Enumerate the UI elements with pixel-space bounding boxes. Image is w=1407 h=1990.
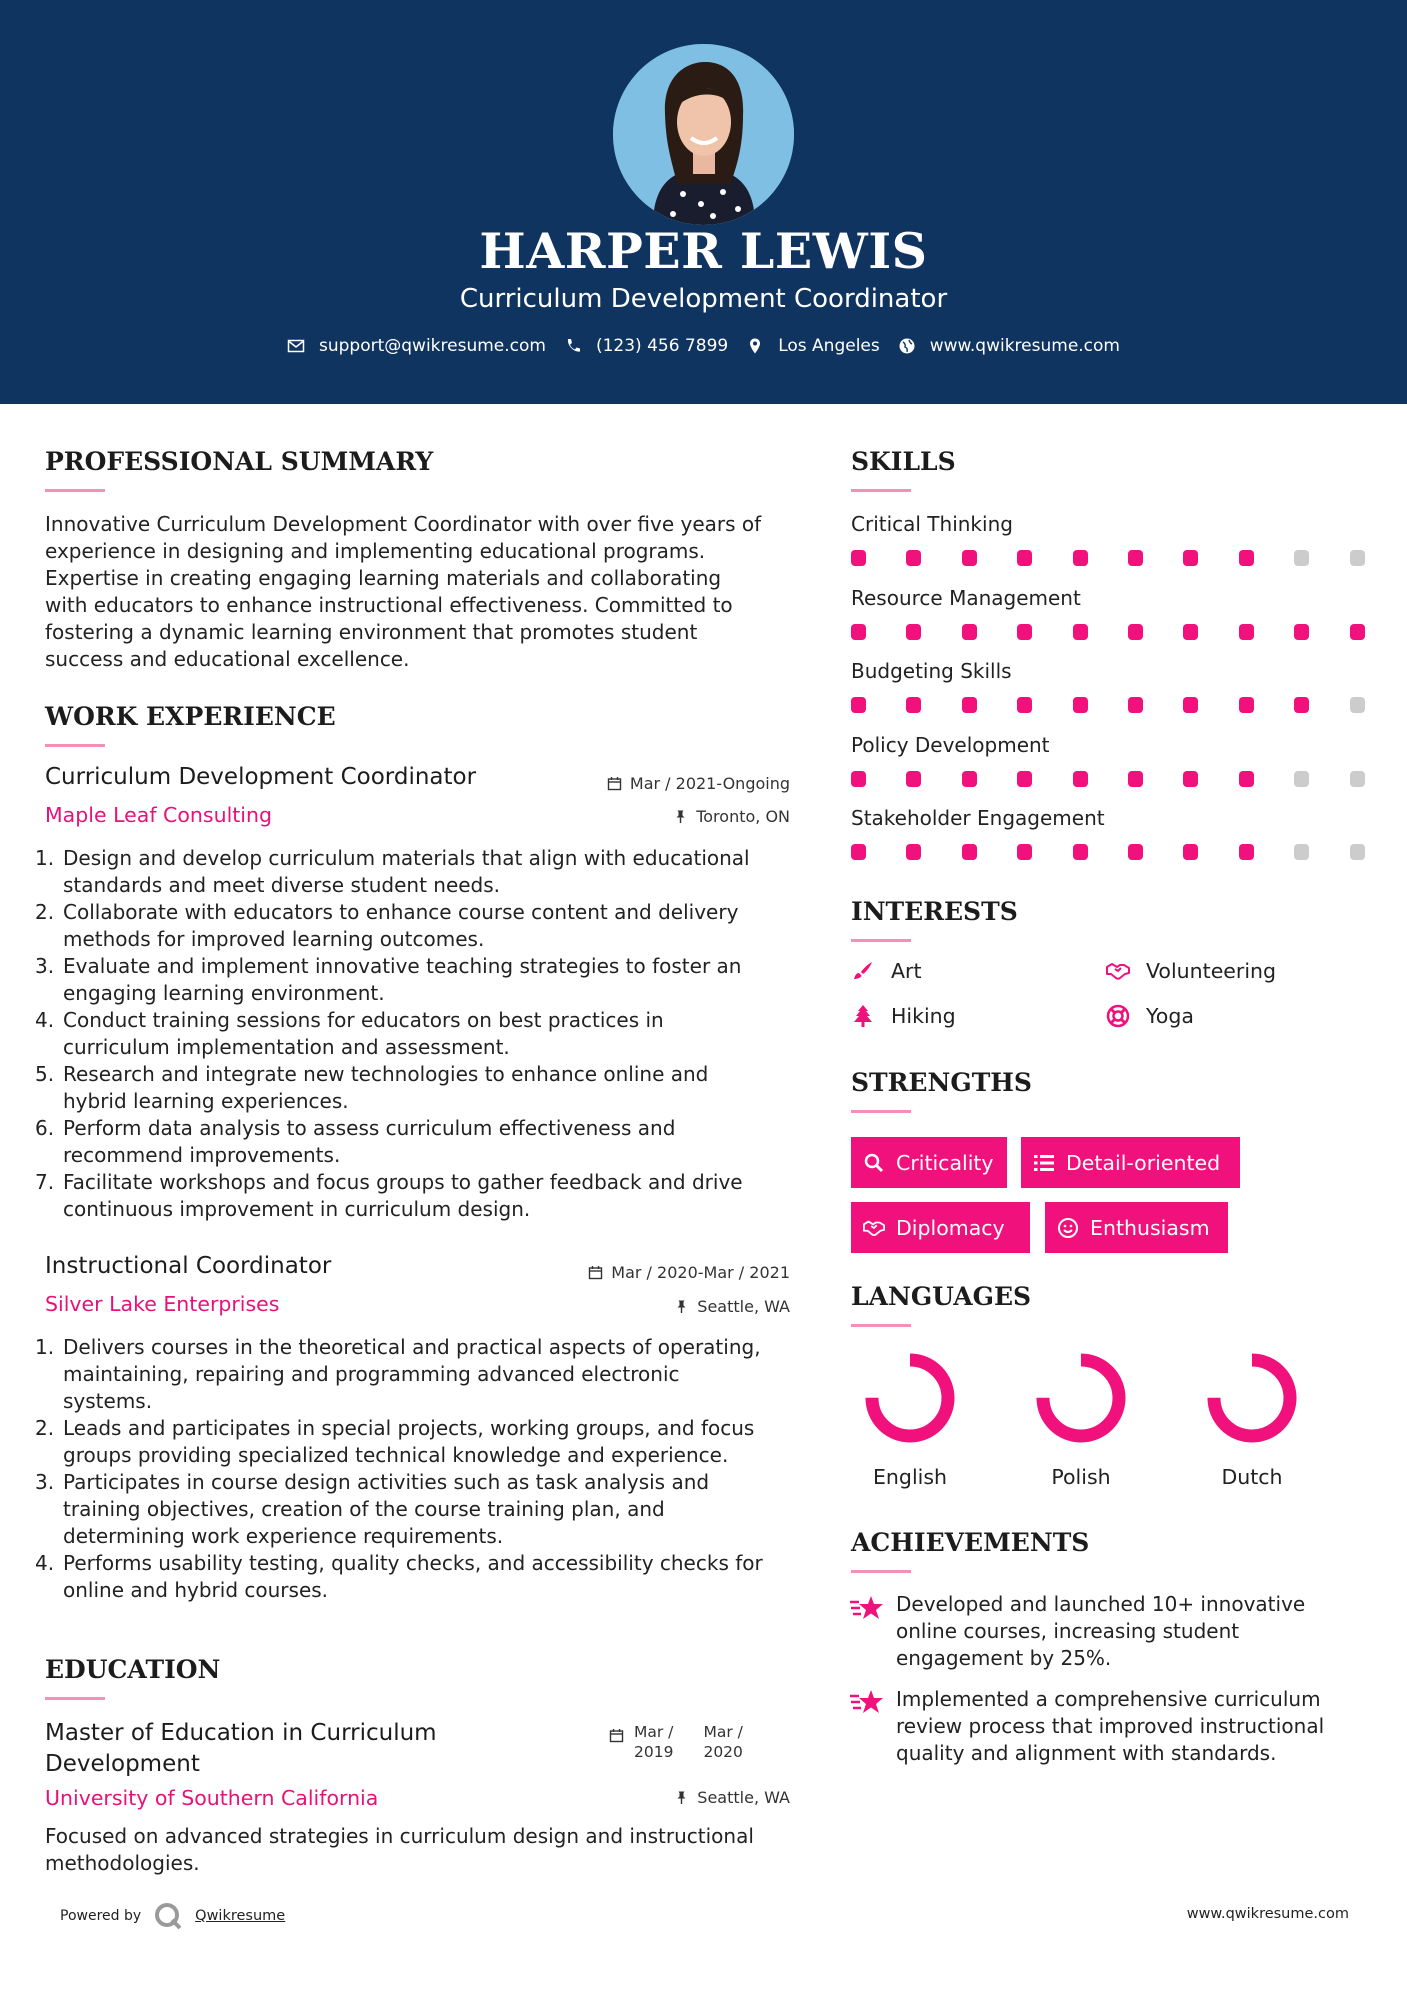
interest-label: Hiking bbox=[891, 1004, 956, 1028]
skill-dot-empty bbox=[1350, 771, 1365, 787]
bullet-line: engaging learning environment. bbox=[63, 981, 385, 1005]
achievement-line: engagement by 25%. bbox=[896, 1646, 1112, 1670]
language-name: Polish bbox=[1051, 1465, 1111, 1489]
job-dates-text: Mar / 2021-Ongoing bbox=[629, 774, 790, 793]
strengths-title: STRENGTHS bbox=[851, 1068, 1032, 1097]
skill-dot-filled bbox=[1017, 624, 1032, 640]
interest-item-art bbox=[851, 959, 922, 983]
education-description bbox=[45, 1823, 815, 1877]
bullet-line: Leads and participates in special projects, working groups, and focus bbox=[63, 1416, 755, 1440]
job-location-text: Toronto, ON bbox=[696, 807, 790, 826]
skill-dot-filled bbox=[1239, 624, 1254, 640]
date-part: Mar / bbox=[634, 1723, 674, 1741]
skill-dot-empty bbox=[1294, 844, 1309, 860]
bullet-line: maintaining, repairing and programming advanced electronic bbox=[63, 1362, 680, 1386]
skill-dot-filled bbox=[1128, 624, 1143, 640]
brand-link[interactable]: Qwikresume bbox=[195, 1908, 286, 1924]
education-title: EDUCATION bbox=[45, 1655, 221, 1684]
calendar-icon bbox=[588, 1265, 603, 1280]
shooting-star-icon bbox=[849, 1688, 885, 1718]
skill-dot-filled bbox=[851, 697, 866, 713]
bullet-line: recommend improvements. bbox=[63, 1143, 341, 1167]
skill-dot-filled bbox=[1128, 844, 1143, 860]
strength-label: Diplomacy bbox=[896, 1215, 1005, 1240]
bullet-line: systems. bbox=[63, 1389, 153, 1413]
contact-email[interactable] bbox=[287, 336, 546, 356]
skill-dot-filled bbox=[851, 844, 866, 860]
summary-line: with educators to enhance instructional effectiveness. Committed to bbox=[45, 593, 733, 617]
strengths-underline bbox=[851, 1110, 911, 1113]
contact-website[interactable] bbox=[898, 336, 1120, 356]
skill-dot-filled bbox=[1073, 550, 1088, 566]
skill-dot-filled bbox=[1128, 771, 1143, 787]
experience-title: WORK EXPERIENCE bbox=[45, 702, 336, 731]
skill-dot-filled bbox=[1294, 697, 1309, 713]
powered-by-label: Powered by bbox=[60, 1908, 142, 1924]
achievements-title: ACHIEVEMENTS bbox=[851, 1528, 1090, 1557]
tree-icon bbox=[851, 1004, 875, 1028]
contact-location-text: Los Angeles bbox=[778, 336, 880, 356]
achievement-item bbox=[896, 1591, 1366, 1672]
calendar-icon bbox=[609, 1728, 624, 1743]
summary-title: PROFESSIONAL SUMMARY bbox=[45, 447, 434, 476]
skill-dot-filled bbox=[906, 697, 921, 713]
bullet-line: determining work experience requirements. bbox=[63, 1524, 504, 1548]
globe-icon bbox=[898, 337, 916, 355]
language-level-arc bbox=[1214, 1360, 1290, 1436]
education-date-end bbox=[703, 1722, 742, 1762]
header bbox=[0, 0, 1407, 404]
skill-dot-filled bbox=[962, 550, 977, 566]
degree-line: Master of Education in Curriculum bbox=[45, 1720, 437, 1746]
skill-dot-filled bbox=[1350, 624, 1365, 640]
job-dates-text: Mar / 2020-Mar / 2021 bbox=[611, 1263, 790, 1282]
skill-dot-filled bbox=[1294, 624, 1309, 640]
pushpin-icon bbox=[674, 1790, 689, 1805]
skill-dot-filled bbox=[906, 771, 921, 787]
job-company: Silver Lake Enterprises bbox=[45, 1292, 280, 1316]
achievements-underline bbox=[851, 1570, 911, 1573]
calendar-icon bbox=[607, 776, 622, 791]
language-ring bbox=[1187, 1348, 1317, 1452]
achievement-line: online courses, increasing student bbox=[896, 1619, 1240, 1643]
list-item: 1. Delivers courses in the theoretical and practical aspects of operating, maintaining, repairing and programming advanced electronic systems. bbox=[35, 1335, 761, 1413]
skill-dot-empty bbox=[1350, 844, 1365, 860]
school-name: University of Southern California bbox=[45, 1786, 379, 1810]
contact-website-text: www.qwikresume.com bbox=[929, 336, 1120, 356]
language-progress-ring bbox=[1031, 1348, 1131, 1448]
skill-dot-filled bbox=[1183, 550, 1198, 566]
job-location bbox=[674, 1297, 790, 1316]
language-ring bbox=[845, 1348, 975, 1452]
job-bullets bbox=[35, 845, 805, 1223]
job-title: Instructional Coordinator bbox=[45, 1253, 332, 1279]
languages-underline bbox=[851, 1324, 911, 1327]
contact-location bbox=[746, 336, 880, 356]
skill-dot-filled bbox=[962, 624, 977, 640]
skills-underline bbox=[851, 489, 911, 492]
achievement-line: review process that improved instructional bbox=[896, 1714, 1325, 1738]
list-item: 1. Design and develop curriculum materials that align with educational standards and meet diverse student needs. bbox=[35, 846, 750, 897]
qwikresume-logo-icon bbox=[153, 1901, 183, 1931]
bullet-line: Conduct training sessions for educators on best practices in bbox=[63, 1008, 664, 1032]
profile-photo bbox=[613, 44, 794, 225]
contact-bar bbox=[0, 336, 1407, 356]
bullet-line: curriculum implementation and assessment. bbox=[63, 1035, 510, 1059]
date-part: Mar / bbox=[703, 1723, 743, 1741]
skill-dot-filled bbox=[1073, 697, 1088, 713]
bullet-line: Evaluate and implement innovative teaching strategies to foster an bbox=[63, 954, 742, 978]
paintbrush-icon bbox=[851, 959, 875, 983]
lifering-icon bbox=[1106, 1004, 1130, 1028]
bullet-line: methods for improved learning outcomes. bbox=[63, 927, 485, 951]
interest-label: Art bbox=[891, 959, 922, 983]
skill-dot-filled bbox=[1183, 771, 1198, 787]
job-dates bbox=[607, 774, 790, 793]
date-part: 2020 bbox=[703, 1743, 743, 1761]
skill-dot-empty bbox=[1294, 550, 1309, 566]
interest-label: Yoga bbox=[1146, 1004, 1194, 1028]
language-ring bbox=[1016, 1348, 1146, 1452]
skill-name: Resource Management bbox=[851, 586, 1081, 610]
bullet-line: continuous improvement in curriculum design. bbox=[63, 1197, 531, 1221]
list-item: 3. Participates in course design activities such as task analysis and training objectives, creation of the course training plan, and determining work experience requirements. bbox=[35, 1470, 710, 1548]
summary-line: fostering a dynamic learning environment that promotes student bbox=[45, 620, 698, 644]
skill-dot-filled bbox=[1239, 844, 1254, 860]
portrait-image bbox=[613, 44, 794, 225]
contact-email-text: support@qwikresume.com bbox=[319, 336, 546, 356]
bullet-line: Delivers courses in the theoretical and practical aspects of operating, bbox=[63, 1335, 761, 1359]
bullet-line: training objectives, creation of the course training plan, and bbox=[63, 1497, 665, 1521]
bullet-line: Collaborate with educators to enhance course content and delivery bbox=[63, 900, 739, 924]
languages-title: LANGUAGES bbox=[851, 1282, 1032, 1311]
job-company: Maple Leaf Consulting bbox=[45, 803, 273, 827]
skill-dot-filled bbox=[962, 697, 977, 713]
pushpin-icon bbox=[674, 1299, 689, 1314]
skill-dot-empty bbox=[1350, 697, 1365, 713]
strength-badge-diplomacy bbox=[851, 1202, 1030, 1253]
list-item: 2. Collaborate with educators to enhance course content and delivery methods for improved learning outcomes. bbox=[35, 900, 739, 951]
skill-dot-filled bbox=[1017, 697, 1032, 713]
strength-label: Enthusiasm bbox=[1090, 1215, 1210, 1240]
magnifier-icon bbox=[863, 1152, 885, 1174]
interest-label: Volunteering bbox=[1146, 959, 1277, 983]
strength-badge-criticality bbox=[851, 1137, 1007, 1188]
description-line: methodologies. bbox=[45, 1851, 200, 1875]
skill-dot-filled bbox=[851, 624, 866, 640]
skill-dot-filled bbox=[1183, 624, 1198, 640]
phone-icon bbox=[564, 337, 582, 355]
experience-underline bbox=[45, 744, 105, 747]
bullet-line: online and hybrid courses. bbox=[63, 1578, 329, 1602]
language-name: Dutch bbox=[1221, 1465, 1283, 1489]
language-progress-ring bbox=[1202, 1348, 1302, 1448]
skill-dot-filled bbox=[851, 771, 866, 787]
language-level-arc bbox=[1043, 1360, 1119, 1436]
degree-title bbox=[45, 1718, 437, 1780]
envelope-icon bbox=[287, 337, 305, 355]
handshake-icon bbox=[863, 1217, 885, 1239]
bullet-line: groups providing specialized technical knowledge and experience. bbox=[63, 1443, 729, 1467]
summary-line: Innovative Curriculum Development Coordinator with over five years of bbox=[45, 512, 762, 536]
list-item: 4. Performs usability testing, quality checks, and accessibility checks for online and hybrid courses. bbox=[35, 1551, 763, 1602]
skill-dot-filled bbox=[1017, 550, 1032, 566]
skill-dot-empty bbox=[1294, 771, 1309, 787]
contact-phone[interactable] bbox=[564, 336, 728, 356]
skill-dot-filled bbox=[1239, 771, 1254, 787]
skill-dot-filled bbox=[1073, 624, 1088, 640]
language-name: English bbox=[872, 1465, 948, 1489]
handshake-icon bbox=[1106, 959, 1130, 983]
bullet-line: hybrid learning experiences. bbox=[63, 1089, 349, 1113]
skill-dot-filled bbox=[1128, 697, 1143, 713]
skill-dot-filled bbox=[1239, 550, 1254, 566]
job-location bbox=[673, 807, 790, 826]
skill-dot-filled bbox=[962, 771, 977, 787]
skill-dot-filled bbox=[906, 550, 921, 566]
strength-label: Detail-oriented bbox=[1066, 1150, 1221, 1175]
interests-underline bbox=[851, 939, 911, 942]
skill-dot-filled bbox=[1239, 697, 1254, 713]
skill-dot-empty bbox=[1350, 550, 1365, 566]
skills-title: SKILLS bbox=[851, 447, 956, 476]
job-location-text: Seattle, WA bbox=[697, 1297, 790, 1316]
interest-item-yoga bbox=[1106, 1004, 1194, 1028]
skill-name: Budgeting Skills bbox=[851, 659, 1012, 683]
bullet-line: standards and meet diverse student needs. bbox=[63, 873, 501, 897]
skill-dot-filled bbox=[1073, 844, 1088, 860]
strength-badge-enthusiasm bbox=[1045, 1202, 1228, 1253]
strength-badge-detail-oriented bbox=[1021, 1137, 1240, 1188]
strength-label: Criticality bbox=[896, 1150, 994, 1175]
achievement-line: quality and alignment with standards. bbox=[896, 1741, 1277, 1765]
degree-line: Development bbox=[45, 1751, 200, 1777]
summary-line: success and educational excellence. bbox=[45, 647, 410, 671]
bullet-line: Facilitate workshops and focus groups to gather feedback and drive bbox=[63, 1170, 743, 1194]
footer-powered-by bbox=[60, 1901, 285, 1931]
interests-title: INTERESTS bbox=[851, 897, 1018, 926]
education-location-text: Seattle, WA bbox=[697, 1788, 790, 1807]
skill-dot-filled bbox=[1017, 771, 1032, 787]
list-icon bbox=[1033, 1152, 1055, 1174]
footer-url[interactable]: www.qwikresume.com bbox=[1186, 1906, 1349, 1922]
location-pin-icon bbox=[746, 337, 764, 355]
list-item: 4. Conduct training sessions for educators on best practices in curriculum implementation and assessment. bbox=[35, 1008, 664, 1059]
candidate-role: Curriculum Development Coordinator bbox=[459, 284, 948, 314]
bullet-line: Participates in course design activities such as task analysis and bbox=[63, 1470, 710, 1494]
list-item: 7. Facilitate workshops and focus groups to gather feedback and drive continuous improvement in curriculum design. bbox=[35, 1170, 743, 1221]
achievement-item bbox=[896, 1686, 1366, 1767]
language-level-arc bbox=[872, 1360, 948, 1436]
date-part: 2019 bbox=[634, 1743, 674, 1761]
list-item: 6. Perform data analysis to assess curriculum effectiveness and recommend improvements. bbox=[35, 1116, 676, 1167]
interest-item-hiking bbox=[851, 1004, 956, 1028]
achievement-line: Developed and launched 10+ innovative bbox=[896, 1592, 1306, 1616]
education-location bbox=[674, 1788, 790, 1807]
skill-name: Critical Thinking bbox=[851, 512, 1013, 536]
skill-dot-filled bbox=[962, 844, 977, 860]
shooting-star-icon bbox=[849, 1594, 885, 1624]
interest-item-volunteering bbox=[1106, 959, 1276, 983]
smile-icon bbox=[1057, 1217, 1079, 1239]
job-dates bbox=[588, 1263, 790, 1282]
pushpin-icon bbox=[673, 809, 688, 824]
list-item: 5. Research and integrate new technologies to enhance online and hybrid learning experiences. bbox=[35, 1062, 709, 1113]
skill-name: Stakeholder Engagement bbox=[851, 806, 1105, 830]
language-progress-ring bbox=[860, 1348, 960, 1448]
summary-line: Expertise in creating engaging learning materials and collaborating bbox=[45, 566, 722, 590]
bullet-line: Perform data analysis to assess curriculum effectiveness and bbox=[63, 1116, 676, 1140]
contact-phone-text: (123) 456 7899 bbox=[595, 336, 729, 356]
skill-dot-filled bbox=[1128, 550, 1143, 566]
education-dates bbox=[609, 1722, 743, 1762]
skill-dot-filled bbox=[1183, 697, 1198, 713]
job-title: Curriculum Development Coordinator bbox=[45, 764, 477, 790]
skill-dot-filled bbox=[1073, 771, 1088, 787]
skill-dot-filled bbox=[906, 624, 921, 640]
bullet-line: Design and develop curriculum materials that align with educational bbox=[63, 846, 750, 870]
list-item: 3. Evaluate and implement innovative teaching strategies to foster an engaging learning environment. bbox=[35, 954, 742, 1005]
description-line: Focused on advanced strategies in curriculum design and instructional bbox=[45, 1824, 754, 1848]
summary-text bbox=[45, 511, 805, 673]
bullet-line: Research and integrate new technologies to enhance online and bbox=[63, 1062, 709, 1086]
bullet-line: Performs usability testing, quality checks, and accessibility checks for bbox=[63, 1551, 763, 1575]
education-date-start bbox=[634, 1722, 673, 1762]
skill-dot-filled bbox=[1017, 844, 1032, 860]
job-bullets bbox=[35, 1334, 805, 1604]
summary-line: experience in designing and implementing educational programs. bbox=[45, 539, 706, 563]
list-item: 2. Leads and participates in special projects, working groups, and focus groups providing specialized technical knowledge and experience. bbox=[35, 1416, 755, 1467]
skill-dot-filled bbox=[1183, 844, 1198, 860]
skill-dot-filled bbox=[906, 844, 921, 860]
education-underline bbox=[45, 1697, 105, 1700]
skill-dot-filled bbox=[851, 550, 866, 566]
skill-name: Policy Development bbox=[851, 733, 1050, 757]
summary-underline bbox=[45, 489, 105, 492]
achievement-line: Implemented a comprehensive curriculum bbox=[896, 1687, 1321, 1711]
candidate-name: HARPER LEWIS bbox=[479, 222, 928, 280]
